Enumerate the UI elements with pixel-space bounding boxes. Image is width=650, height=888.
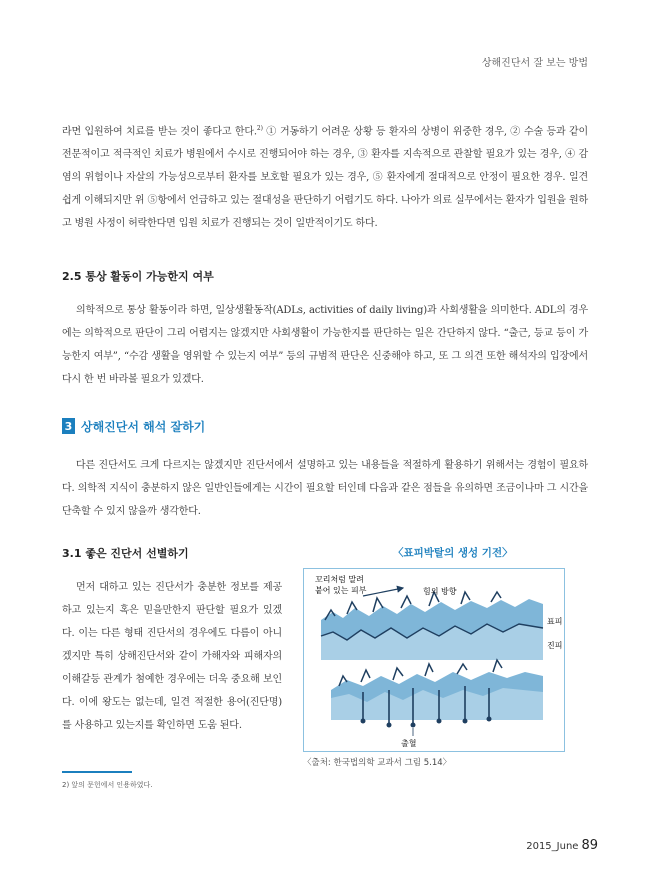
section-2-5-body <box>62 299 588 391</box>
running-header: 상해진단서 잘 보는 방법 <box>481 58 588 69</box>
label-epidermis: 표피 <box>547 617 563 626</box>
issue-label: 2015_June <box>526 841 579 852</box>
label-force-direction: 힘의 방향 <box>423 587 457 596</box>
page-number: 89 <box>581 838 598 853</box>
section-3-body <box>62 454 588 523</box>
intro-text-continued: ① 거동하기 어려운 상황 등 환자의 상병이 위중한 경우, ② 수술 등과 같이 전문적이고 적극적인 치료가 병원에서 수시로 진행되어야 하는 경우, ③ 환자를 지속적으로 관찰할 필요가 있는 경우, ④ 감염의 위험이나 자살의 가능성으로부터 환자를 보호할 필요가 있는 경우, ⑤ 환자에게 절대적으로 안정이 필요한 경우. 일견 쉽게 이해되지만 위 ⑤항에서 언급하고 있는 절대성을 판단하기 어렵기도 하다. 나아가 의료 실무에서는 환자가 입원을 원하고 병원 사정이 허락한다면 입원 치료가 진행되는 것이 일반적이기도 하다. <box>62 126 588 230</box>
section-3-text: 다른 진단서도 크게 다르지는 않겠지만 진단서에서 설명하고 있는 내용들을 적절하게 활용하기 위해서는 경험이 필요하다. 의학적 지식이 충분하지 않은 일반인들에게는 시간이 필요할 터인데 다음과 같은 점들을 유의하면 조금이나마 그 시간을 단축할 수 있지 않을까 생각한다. <box>62 460 588 517</box>
footnote: 2) 앞의 문헌에서 인용하였다. <box>62 781 153 789</box>
intro-paragraph <box>62 117 588 235</box>
page-footer <box>526 838 598 853</box>
section-3-1-text: 먼저 대하고 있는 진단서가 충분한 정보를 제공하고 있는지 혹은 믿을만한지 판단할 필요가 있겠다. 이는 다른 형태 진단서의 경우에도 다름이 아니겠지만 특히 상해진단서와 같이 가해자와 피해자의 이해갈등 관계가 첨예한 경우에는 더욱 중요해 보인다. 이에 왕도는 없는데, 일견 적절한 용어(진단명)를 사용하고 있는지를 확인하면 도움 된다. <box>62 582 282 731</box>
section-3-heading <box>62 417 205 435</box>
label-dermis: 진피 <box>547 641 563 650</box>
section-3-title: 상해진단서 해석 잘하기 <box>81 419 206 434</box>
section-3-1-heading: 3.1 좋은 진단서 선별하기 <box>62 547 189 560</box>
label-bleeding: 출혈 <box>401 739 417 748</box>
section-2-5-heading: 2.5 통상 활동이 가능한지 여부 <box>62 270 214 283</box>
label-curled-skin-line1: 꼬리처럼 말려 <box>315 575 364 584</box>
section-2-5-text: 의학적으로 통상 활동이라 하면, 일상생활동작(ADLs, activities of daily living)과 사회생활을 의미한다. ADL의 경우에는 의학적으로 판단이 그리 어렵지는 않겠지만 사회생활이 가능한지를 판단하는 일은 간단하지 않다. “출근, 등교 등이 가능한지 여부”, “수감 생활을 영위할 수 있는지 여부” 등의 규범적 판단은 신중해야 하고, 또 그 의견 또한 해석자의 입장에서 다시 한 번 바라볼 필요가 있겠다. <box>62 305 588 385</box>
figure-title: 〈표피박탈의 생성 기전〉 <box>393 547 513 559</box>
label-curled-skin-line2: 붙어 있는 피부 <box>315 586 367 595</box>
intro-text: 라면 입원하여 치료를 받는 것이 좋다고 한다. <box>62 126 257 138</box>
footnote-divider <box>62 771 132 773</box>
footnote-reference[interactable]: 2) <box>256 125 263 132</box>
abrasion-diagram <box>303 568 565 752</box>
figure-caption: 〈출처: 한국법의학 교과서 그림 5.14〉 <box>303 758 452 768</box>
section-3-1-body <box>62 576 282 737</box>
abrasion-figure <box>303 568 565 752</box>
section-number-badge: 3 <box>62 418 75 434</box>
